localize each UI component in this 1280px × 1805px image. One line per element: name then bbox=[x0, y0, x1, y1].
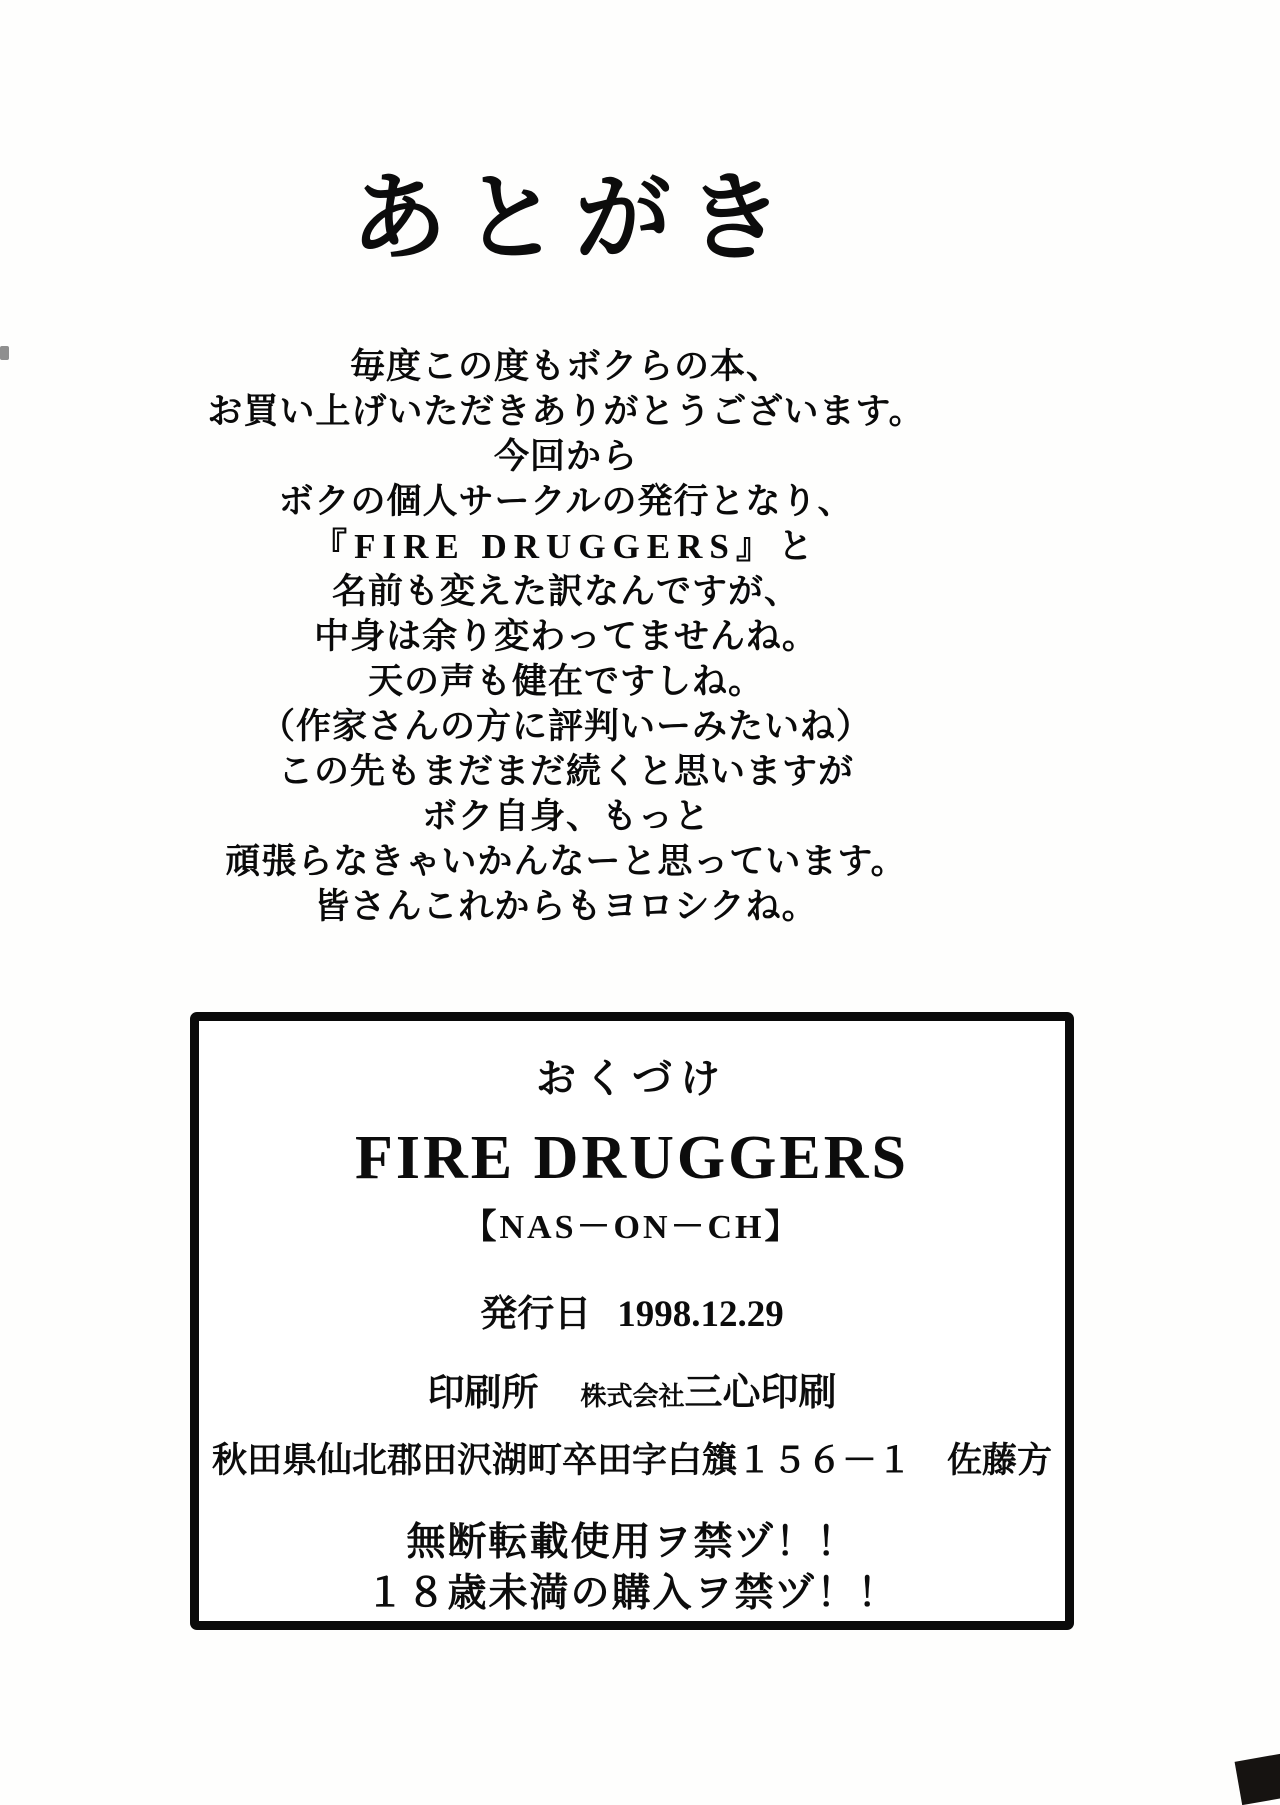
body-line: ボク自身、もっと bbox=[421, 797, 710, 836]
body-line: 今回から bbox=[493, 437, 638, 476]
body-line-circle-name: 『FIRE DRUGGERS』と bbox=[312, 527, 820, 566]
body-line: 名前も変えた訳なんですが、 bbox=[331, 572, 800, 611]
scan-corner-mark bbox=[1235, 1753, 1280, 1805]
page-title: あとがき bbox=[351, 165, 799, 272]
publish-date: 1998.12.29 bbox=[617, 1294, 784, 1335]
scan-speck bbox=[0, 346, 9, 360]
body-line: 天の声も健在ですしね。 bbox=[367, 662, 764, 701]
publish-date-line bbox=[199, 1283, 1065, 1337]
warnings bbox=[199, 1517, 1065, 1619]
colophon-title: FIRE DRUGGERS bbox=[354, 1124, 909, 1192]
printer-company-name: 三心印刷 bbox=[684, 1372, 837, 1414]
colophon-subtitle: 【NAS－ON－CH】 bbox=[462, 1209, 802, 1246]
printer-line bbox=[199, 1361, 1065, 1416]
address-line: 秋田県仙北郡田沢湖町卒田字白籏１５６－１ 佐藤方 bbox=[211, 1441, 1052, 1480]
body-line: 毎度この度もボクらの本、 bbox=[349, 347, 782, 386]
colophon-box bbox=[190, 1012, 1074, 1630]
afterword-body bbox=[0, 344, 1132, 929]
colophon-heading: おくづけ bbox=[536, 1056, 728, 1101]
body-line: お買い上げいただきありがとうございます。 bbox=[207, 392, 925, 431]
body-line: （作家さんの方に評判いーみたいね） bbox=[259, 707, 872, 746]
warning-line-age-restriction: １８歳未満の購入ヲ禁ヅ！！ bbox=[365, 1572, 899, 1615]
body-line: 中身は余り変わってませんね。 bbox=[314, 617, 818, 656]
printer-label: 印刷所 bbox=[427, 1373, 539, 1414]
warning-line-no-reprint: 無断転載使用ヲ禁ヅ！！ bbox=[406, 1521, 858, 1564]
printer-company-prefix: 株式会社 bbox=[580, 1382, 685, 1411]
body-line: ボクの個人サークルの発行となり、 bbox=[278, 482, 854, 521]
body-line: 頑張らなきゃいかんなーと思っています。 bbox=[225, 842, 907, 881]
body-line: 皆さんこれからもヨロシクね。 bbox=[314, 887, 818, 926]
body-line: この先もまだまだ続くと思いますが bbox=[277, 752, 854, 791]
publish-label: 発行日 bbox=[480, 1294, 592, 1335]
